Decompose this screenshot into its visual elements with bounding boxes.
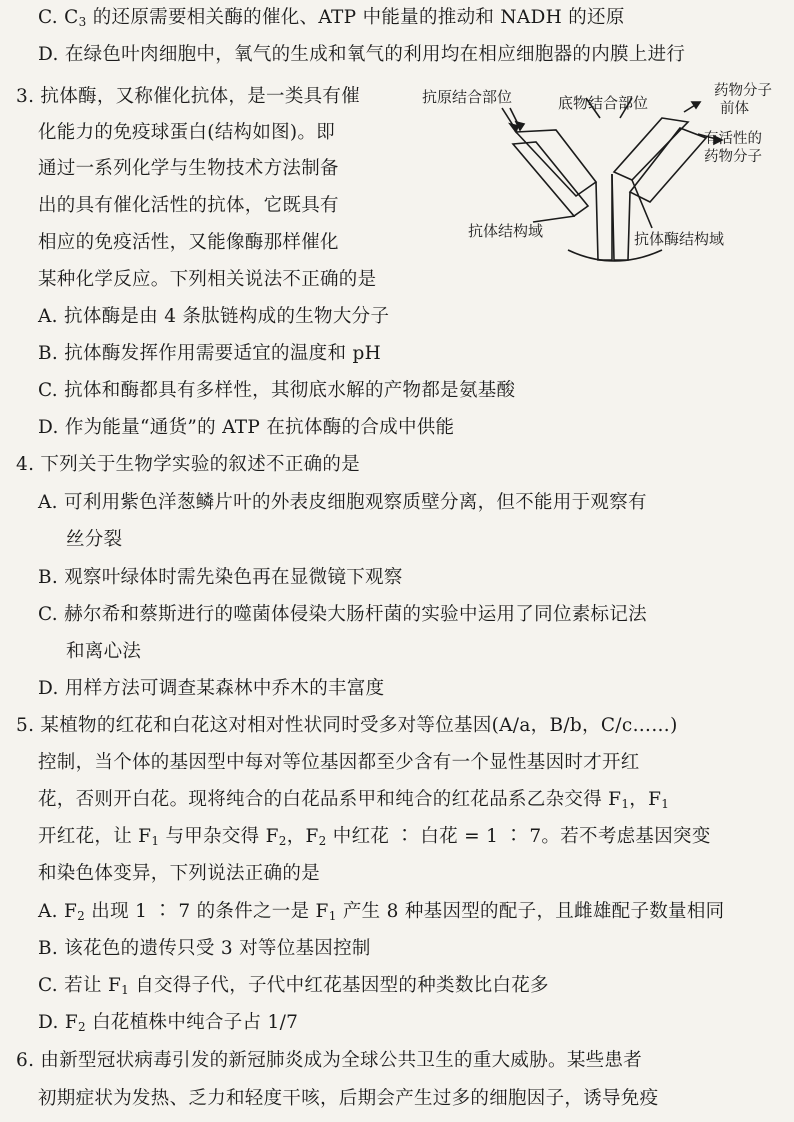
q5-option-a: A. $F_2$ 出现 1 ∶ 7 的条件之一是 $F_1$ 产生 8 种基因型的配子，且雌雄配子数量相同 [38, 901, 725, 923]
q2-option-c: C. $C_3$ 的还原需要相关酶的催化、ATP 中能量的推动和 NADH 的还原 [38, 7, 625, 29]
q3-stem-line: 某种化学反应。下列相关说法不正确的是 [38, 269, 377, 290]
q3-stem-line: 化能力的免疫球蛋白(结构如图)。即 [38, 122, 336, 143]
q5-option-c: C. 若让 $F_1$ 自交得子代，子代中红花基因型的种类数比白花多 [38, 975, 549, 997]
q3-option-a: A. 抗体酶是由 4 条肽链构成的生物大分子 [38, 306, 390, 327]
q4-option-a-cont: 丝分裂 [66, 529, 123, 550]
q5-option-b: B. 该花色的遗传只受 3 对等位基因控制 [38, 938, 371, 959]
label-abzyme-domain: 抗体酶结构域 [634, 230, 725, 248]
q3-stem-line: 通过一系列化学与生物技术方法制备 [38, 158, 339, 179]
label-antibody-domain: 抗体结构域 [468, 222, 544, 240]
q6-stem-line: 初期症状为发热、乏力和轻度干咳，后期会产生过多的细胞因子，诱导免疫 [38, 1088, 659, 1109]
q3-option-b: B. 抗体酶发挥作用需要适宜的温度和 pH [38, 343, 382, 364]
label-substrate-site: 底物结合部位 [558, 94, 649, 112]
abzyme-figure [418, 72, 790, 272]
right-heavy-chain [630, 128, 706, 202]
q3-stem-line: 相应的免疫活性，又能像酶那样催化 [38, 232, 339, 253]
q2-option-d: D. 在绿色叶肉细胞中，氧气的生成和氧气的利用均在相应细胞器的内膜上进行 [38, 44, 686, 65]
q3-option-d: D. 作为能量“通货”的 ATP 在抗体酶的合成中供能 [38, 417, 455, 438]
q4-option-a: A. 可利用紫色洋葱鳞片叶的外表皮细胞观察质壁分离，但不能用于观察有 [38, 492, 647, 513]
q4-option-c: C. 赫尔希和蔡斯进行的噬菌体侵染大肠杆菌的实验中运用了同位素标记法 [38, 604, 647, 625]
q4-option-d: D. 用样方法可调查某森林中乔木的丰富度 [38, 678, 385, 699]
stem-left [596, 174, 612, 260]
q6-stem-line: 6. 由新型冠状病毒引发的新冠肺炎成为全球公共卫生的重大威胁。某些患者 [16, 1050, 643, 1071]
q5-stem-line: 5. 某植物的红花和白花这对相对性状同时受多对等位基因(A/a，B/b，C/c……) [16, 715, 678, 736]
stem-right [612, 174, 630, 260]
q4-option-b: B. 观察叶绿体时需先染色再在显微镜下观察 [38, 567, 403, 588]
q5-stem-line: 控制，当个体的基因型中每对等位基因都至少含有一个显性基因时才开红 [38, 752, 640, 773]
q5-stem-line: 花，否则开白花。现将纯合的白花品系甲和纯合的红花品系乙杂交得 $F_1$，$F_1$ [38, 789, 670, 811]
q4-option-c-cont: 和离心法 [66, 641, 142, 662]
label-antigen-site: 抗原结合部位 [422, 88, 513, 106]
pointer-abzyme-domain [632, 180, 652, 228]
q5-stem-line: 开红花，让 $F_1$ 与甲杂交得 $F_2$，$F_2$ 中红花 ∶ 白花 = 1 ∶ 7。若不考虑基因突变 [38, 826, 711, 848]
label-active-drug: 有活性的 药物分子 [704, 131, 762, 165]
q5-stem-line: 和染色体变异，下列说法正确的是 [38, 863, 321, 884]
left-light-chain [513, 142, 588, 216]
left-heavy-chain [516, 130, 596, 196]
q5-option-d: D. $F_2$ 白花植株中纯合子占 1/7 [38, 1012, 299, 1034]
label-drug-precursor: 药物分子 前体 [714, 83, 772, 117]
q4-stem: 4. 下列关于生物学实验的叙述不正确的是 [16, 454, 361, 475]
q3-stem-line: 3. 抗体酶，又称催化抗体，是一类具有催 [16, 86, 361, 107]
q3-stem-line: 出的具有催化活性的抗体，它既具有 [38, 195, 339, 216]
q3-option-c: C. 抗体和酶都具有多样性，其彻底水解的产物都是氨基酸 [38, 380, 516, 401]
